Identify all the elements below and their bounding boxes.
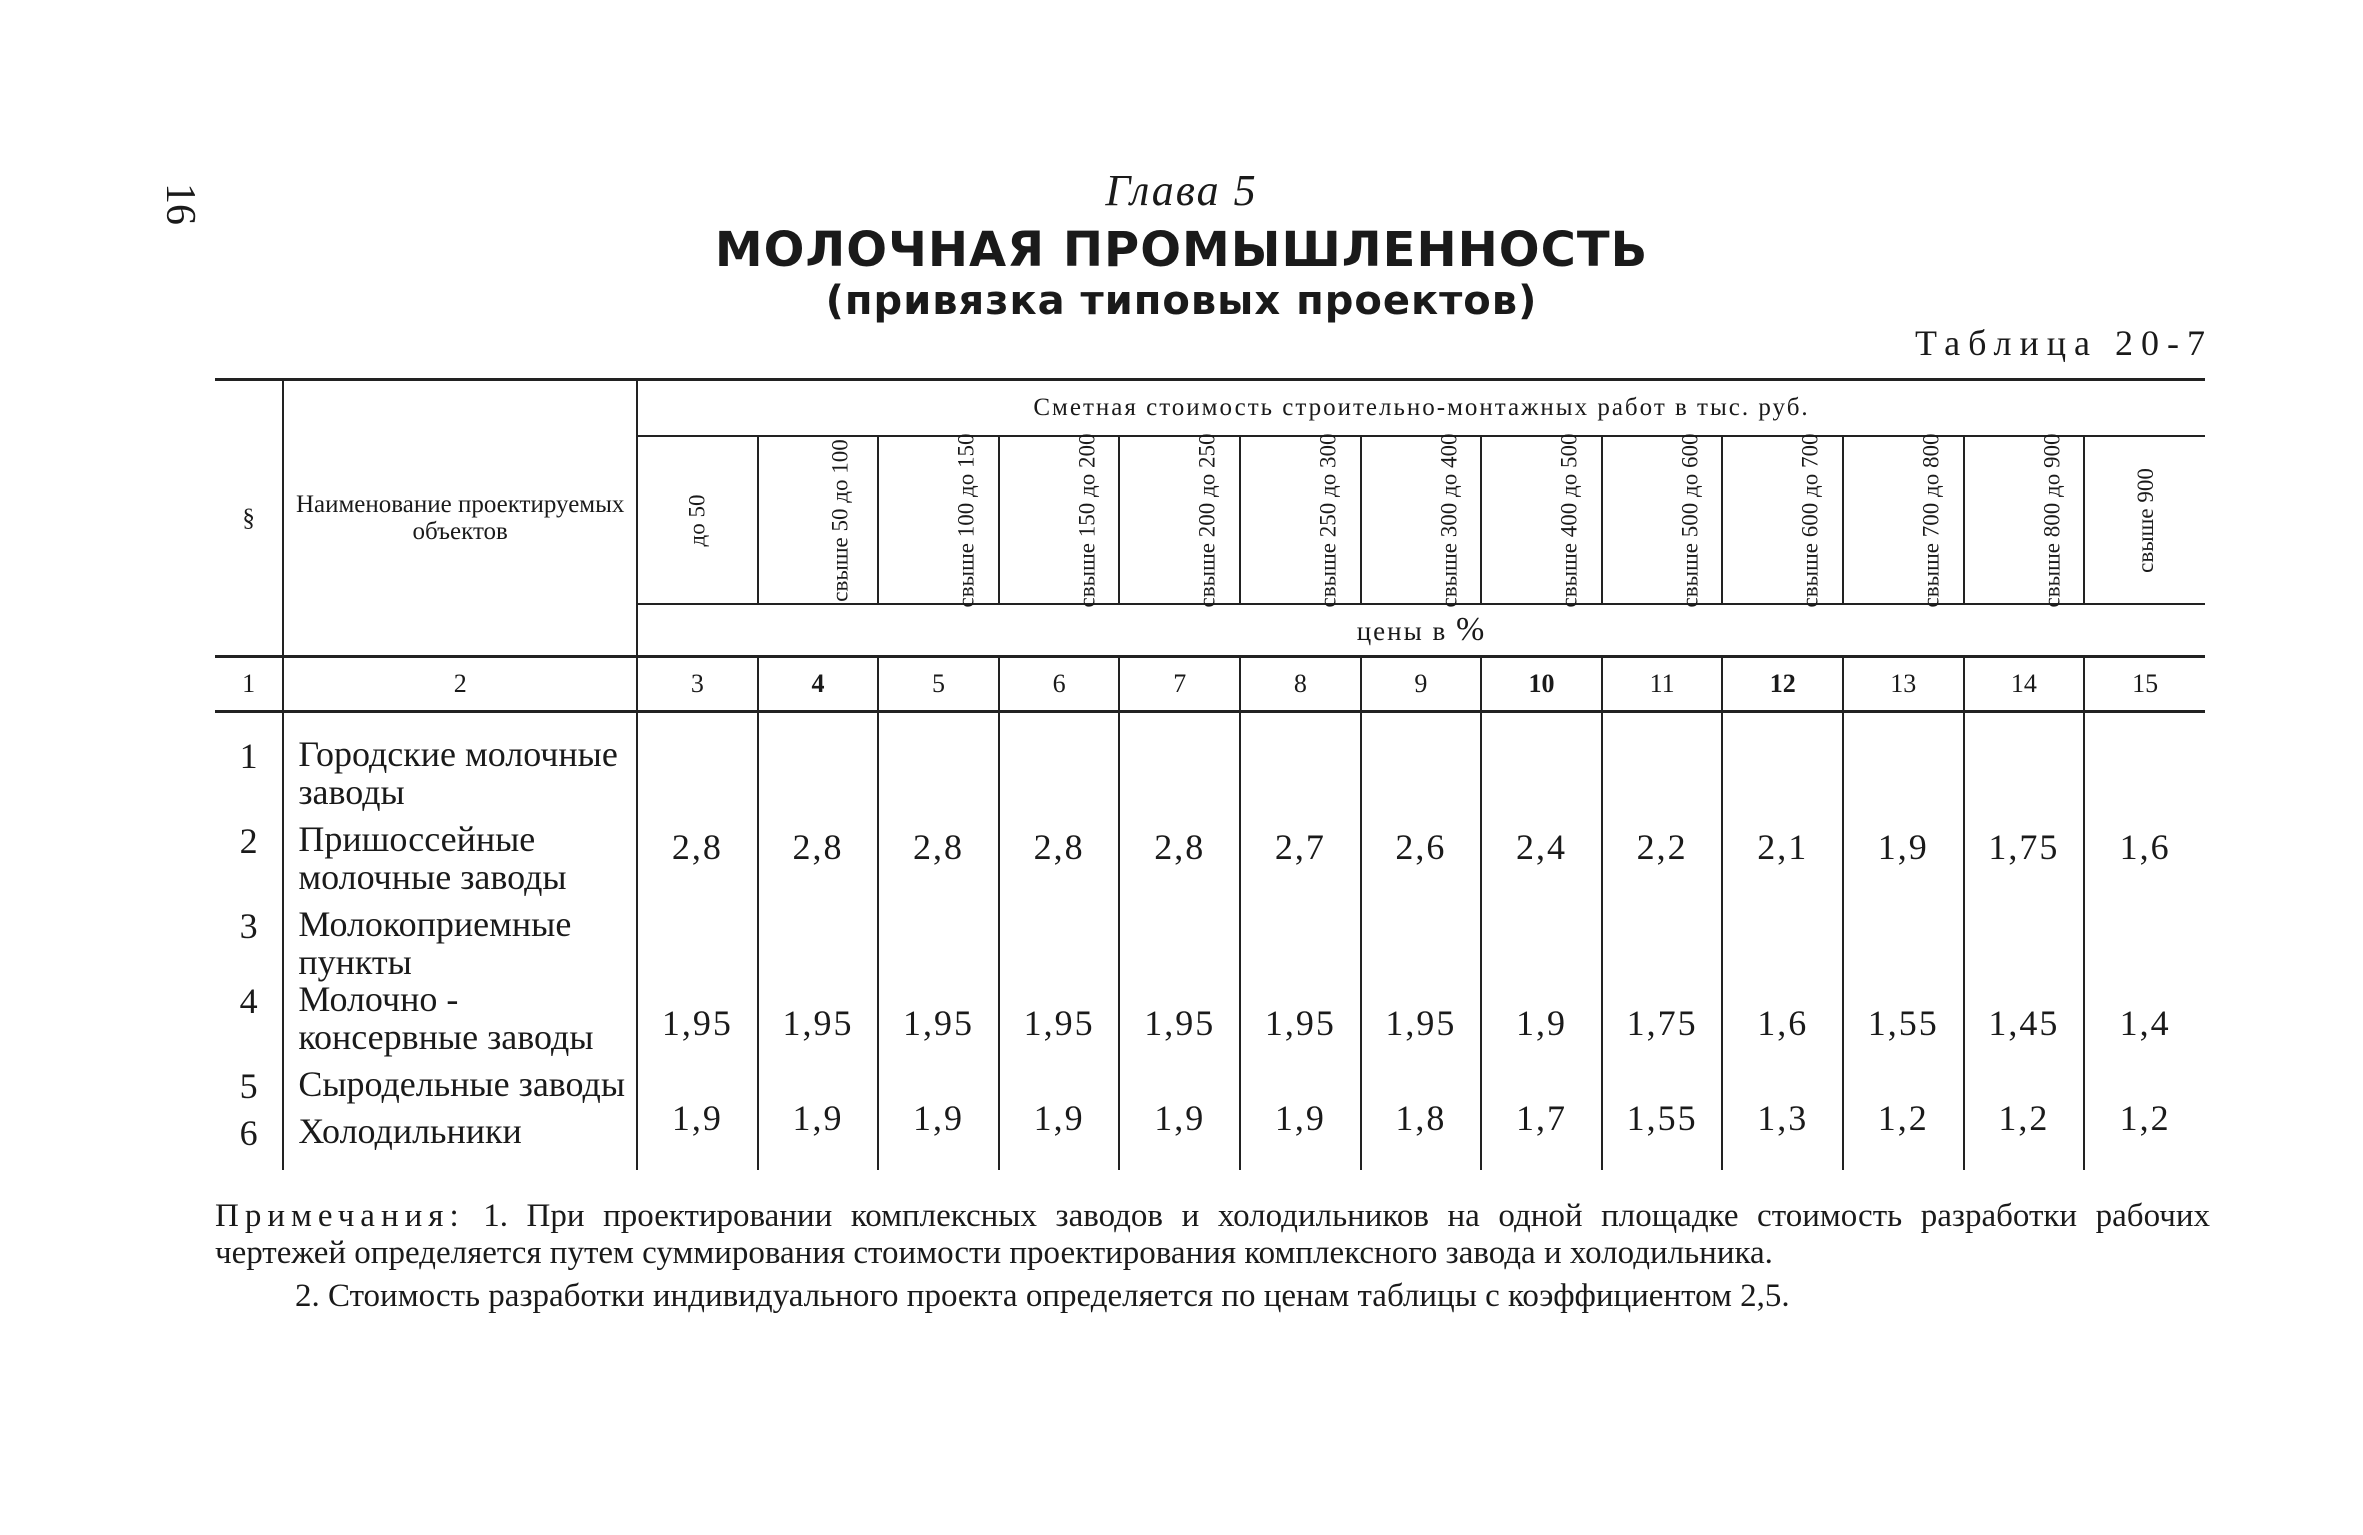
value-cell: 1,95 bbox=[1119, 980, 1240, 1065]
value-cell: 1,75 bbox=[1602, 980, 1723, 1065]
row-number: 5 bbox=[239, 1066, 258, 1106]
header-range-13 bbox=[1843, 433, 1964, 607]
header-range-label: свыше 50 до 100 bbox=[827, 438, 853, 602]
column-number-10: 10 bbox=[1481, 657, 1602, 712]
column-number-row bbox=[215, 657, 2205, 712]
row-paragraph-numbers bbox=[215, 712, 283, 981]
row-number: 6 bbox=[239, 1113, 258, 1153]
value-cell: 2,8 bbox=[637, 712, 758, 981]
row-object-names bbox=[283, 1065, 637, 1170]
header-range-7 bbox=[1119, 433, 1240, 607]
column-number-6: 6 bbox=[999, 657, 1120, 712]
value-cell: 1,2 bbox=[2084, 1065, 2205, 1170]
notes-label: Примечания: bbox=[215, 1198, 465, 1234]
header-range-15 bbox=[2084, 436, 2205, 604]
header-price-unit bbox=[637, 604, 2205, 657]
table-row bbox=[215, 1065, 2205, 1170]
value-cell: 2,1 bbox=[1722, 712, 1843, 981]
row-paragraph-numbers bbox=[215, 1065, 283, 1170]
value-cell: 1,9 bbox=[758, 1065, 879, 1170]
header-range-14 bbox=[1964, 433, 2085, 607]
header-range-label: свыше 500 до 600 bbox=[1677, 433, 1703, 607]
price-table bbox=[215, 378, 2205, 1170]
column-number-1: 1 bbox=[215, 657, 283, 712]
header-range-label: свыше 700 до 800 bbox=[1918, 433, 1944, 607]
column-number-7: 7 bbox=[1119, 657, 1240, 712]
value-cell: 1,9 bbox=[999, 1065, 1120, 1170]
header-range-5 bbox=[878, 433, 999, 607]
column-number-13: 13 bbox=[1843, 657, 1964, 712]
header-para-sign: § bbox=[215, 380, 283, 657]
column-number-9: 9 bbox=[1361, 657, 1482, 712]
value-cell: 2,8 bbox=[878, 712, 999, 981]
value-cell: 2,8 bbox=[758, 712, 879, 981]
value-cell: 1,55 bbox=[1843, 980, 1964, 1065]
column-number-11: 11 bbox=[1602, 657, 1723, 712]
header-range-label: свыше 900 bbox=[2132, 467, 2158, 573]
table-row bbox=[215, 980, 2205, 1065]
header-range-label: свыше 150 до 200 bbox=[1074, 433, 1100, 607]
value-cell: 1,75 bbox=[1964, 712, 2085, 981]
value-cell: 1,2 bbox=[1843, 1065, 1964, 1170]
row-number: 4 bbox=[239, 981, 258, 1021]
column-number-8: 8 bbox=[1240, 657, 1361, 712]
header-range-4 bbox=[758, 436, 879, 604]
value-cell: 1,9 bbox=[637, 1065, 758, 1170]
header-range-12 bbox=[1722, 433, 1843, 607]
header-range-label: до 50 bbox=[684, 494, 710, 546]
value-cell: 1,95 bbox=[878, 980, 999, 1065]
chapter-heading: Глава 5 bbox=[1105, 166, 1258, 215]
value-cell: 1,9 bbox=[1119, 1065, 1240, 1170]
value-cell: 1,95 bbox=[1361, 980, 1482, 1065]
header-price-percent: % bbox=[1456, 611, 1487, 648]
header-range-3 bbox=[637, 436, 758, 604]
value-cell: 2,2 bbox=[1602, 712, 1723, 981]
row-paragraph-numbers bbox=[215, 980, 283, 1065]
value-cell: 2,4 bbox=[1481, 712, 1602, 981]
header-range-11 bbox=[1602, 433, 1723, 607]
header-range-label: свыше 300 до 400 bbox=[1436, 433, 1462, 607]
page-subtitle: (привязка типовых проектов) bbox=[825, 278, 1538, 324]
header-range-label: свыше 100 до 150 bbox=[953, 433, 979, 607]
value-cell: 1,95 bbox=[758, 980, 879, 1065]
header-cost-caption: Сметная стоимость строительно-монтажных работ в тыс. руб. bbox=[637, 380, 2205, 437]
value-cell: 1,8 bbox=[1361, 1065, 1482, 1170]
header-object-name: Наименование проектируемых объектов bbox=[283, 380, 637, 657]
value-cell: 1,6 bbox=[2084, 712, 2205, 981]
row-object-name: Молокоприемные пункты bbox=[298, 904, 572, 982]
notes-block bbox=[215, 1198, 2210, 1315]
column-number-2: 2 bbox=[283, 657, 637, 712]
column-number-3: 3 bbox=[637, 657, 758, 712]
value-cell: 1,9 bbox=[1481, 980, 1602, 1065]
row-object-names bbox=[283, 980, 637, 1065]
table-header bbox=[215, 380, 2205, 712]
header-range-label: свыше 200 до 250 bbox=[1194, 433, 1220, 607]
value-cell: 1,6 bbox=[1722, 980, 1843, 1065]
row-object-name: Пришоссейные молочные заводы bbox=[298, 819, 567, 897]
column-number-12: 12 bbox=[1722, 657, 1843, 712]
header-range-label: свыше 400 до 500 bbox=[1556, 433, 1582, 607]
row-object-name: Сыродельные заводы bbox=[298, 1064, 626, 1104]
value-cell: 2,7 bbox=[1240, 712, 1361, 981]
value-cell: 1,55 bbox=[1602, 1065, 1723, 1170]
page-number: 16 bbox=[157, 183, 203, 225]
table-body bbox=[215, 712, 2205, 1171]
value-cell: 1,45 bbox=[1964, 980, 2085, 1065]
value-cell: 2,6 bbox=[1361, 712, 1482, 981]
header-range-label: свыше 800 до 900 bbox=[2039, 433, 2065, 607]
header-price-label: цены в bbox=[1356, 616, 1448, 646]
price-table-grid bbox=[215, 378, 2205, 1170]
value-cell: 1,4 bbox=[2084, 980, 2205, 1065]
note-1-text: 1. При проектировании комплексных заводов и холодильников на одной площадке стоимость разработки рабочих чертежей определяется путем суммирования стоимости проектирования комплексного завода и холодильника. bbox=[215, 1198, 2210, 1271]
value-cell: 2,8 bbox=[1119, 712, 1240, 981]
column-number-15: 15 bbox=[2084, 657, 2205, 712]
value-cell: 1,7 bbox=[1481, 1065, 1602, 1170]
row-object-name: Холодильники bbox=[298, 1111, 522, 1151]
value-cell: 1,95 bbox=[999, 980, 1120, 1065]
value-cell: 1,9 bbox=[1240, 1065, 1361, 1170]
header-range-8 bbox=[1240, 433, 1361, 607]
value-cell: 1,3 bbox=[1722, 1065, 1843, 1170]
table-label: Таблица 20-7 bbox=[1915, 323, 2213, 363]
row-number: 1 bbox=[239, 736, 258, 776]
table-row bbox=[215, 712, 2205, 981]
value-cell: 2,8 bbox=[999, 712, 1120, 981]
value-cell: 1,95 bbox=[1240, 980, 1361, 1065]
value-cell: 1,9 bbox=[1843, 712, 1964, 981]
value-cell: 1,9 bbox=[878, 1065, 999, 1170]
value-cell: 1,2 bbox=[1964, 1065, 2085, 1170]
header-range-6 bbox=[999, 433, 1120, 607]
row-object-names bbox=[283, 712, 637, 981]
note-1 bbox=[215, 1198, 2210, 1272]
header-range-label: свыше 600 до 700 bbox=[1797, 433, 1823, 607]
note-2: 2. Стоимость разработки индивидуального проекта определяется по ценам таблицы с коэффициентом 2,5. bbox=[295, 1278, 1790, 1314]
header-range-10 bbox=[1481, 433, 1602, 607]
header-range-9 bbox=[1361, 433, 1482, 607]
value-cell: 1,95 bbox=[637, 980, 758, 1065]
column-number-5: 5 bbox=[878, 657, 999, 712]
row-number: 3 bbox=[239, 906, 258, 946]
row-object-name: Городские молочные заводы bbox=[298, 734, 618, 812]
column-number-14: 14 bbox=[1964, 657, 2085, 712]
row-number: 2 bbox=[239, 821, 258, 861]
column-number-4: 4 bbox=[758, 657, 879, 712]
header-range-label: свыше 250 до 300 bbox=[1315, 433, 1341, 607]
page-title: МОЛОЧНАЯ ПРОМЫШЛЕННОСТЬ bbox=[714, 222, 1649, 278]
row-object-name: Молочно - консервные заводы bbox=[298, 979, 594, 1057]
